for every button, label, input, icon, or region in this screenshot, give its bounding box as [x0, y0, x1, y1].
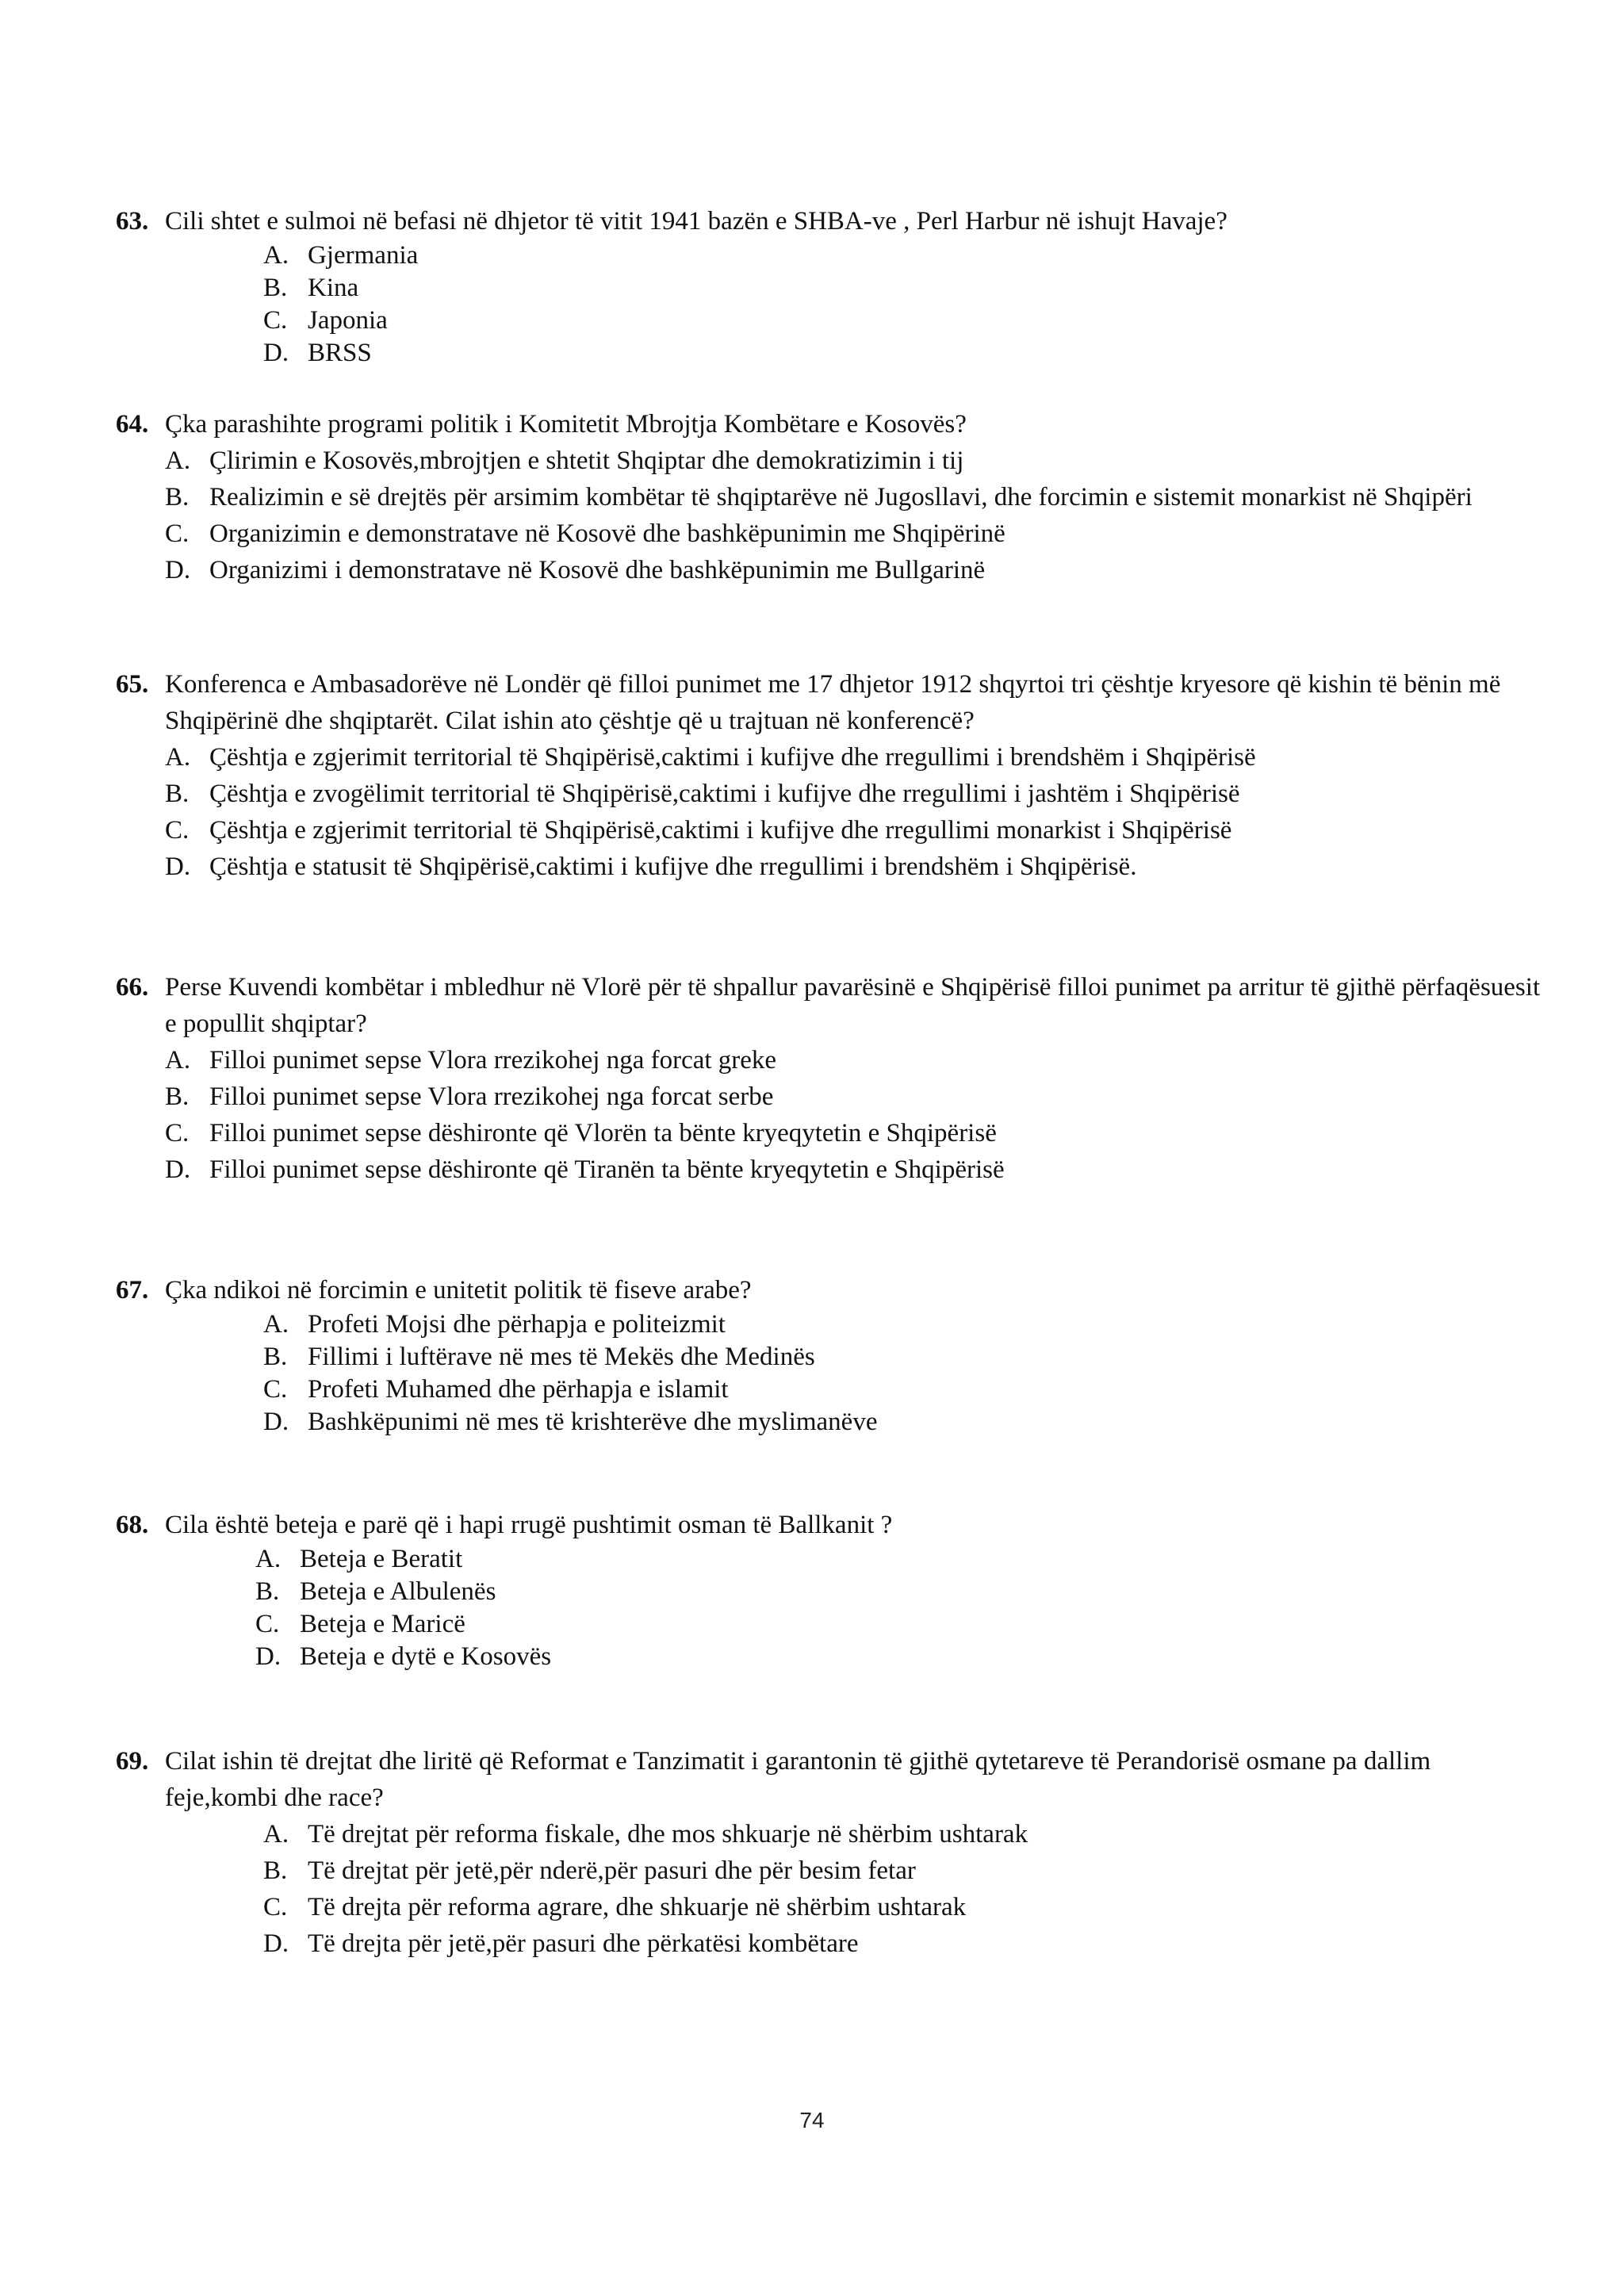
question-64 [116, 406, 1543, 588]
option-letter: D. [263, 339, 289, 367]
question-stem [116, 406, 1543, 442]
question-stem [116, 666, 1543, 739]
option-b [263, 272, 1543, 305]
option-letter: D. [255, 1642, 282, 1671]
option-a [263, 239, 1543, 272]
question-stem [116, 1507, 1543, 1543]
question-68 [116, 1507, 1543, 1673]
option-d [165, 849, 1543, 885]
option-c [165, 812, 1543, 849]
question-text: Perse Kuvendi kombëtar i mbledhur në Vlorë për të shpallur pavarësinë e Shqipërisë filloi punimet pa arritur të gjithë përfaqësuesit e popullit shqiptar? [165, 973, 1541, 1038]
option-c [263, 1373, 1543, 1406]
option-text: Çështja e zgjerimit territorial të Shqipërisë,caktimi i kufijve dhe rregullimi monarkist i Shqipërisë [209, 816, 1232, 845]
option-c [263, 1889, 1543, 1925]
option-letter: C. [165, 1119, 190, 1147]
option-a [165, 1042, 1543, 1078]
option-letter: A. [263, 1820, 289, 1849]
option-d [165, 1151, 1543, 1188]
question-number: 65. [116, 670, 149, 699]
option-letter: B. [263, 1856, 288, 1885]
option-b [165, 479, 1543, 515]
option-letter: D. [165, 1155, 191, 1184]
option-b [165, 776, 1543, 812]
option-c [263, 305, 1543, 337]
option-text: Profeti Muhamed dhe përhapja e islamit [308, 1375, 729, 1404]
option-d [263, 1925, 1543, 1962]
option-text: Çlirimin e Kosovës,mbrojtjen e shtetit Shqiptar dhe demokratizimin i tij [209, 446, 964, 475]
question-69 [116, 1743, 1543, 1962]
option-letter: B. [165, 780, 190, 808]
page-number: 74 [799, 2108, 825, 2132]
option-text: Të drejta për jetë,për pasuri dhe përkatësi kombëtare [308, 1929, 859, 1958]
option-text: Organizimin e demonstratave në Kosovë dhe bashkëpunimin me Shqipërinë [209, 519, 1005, 548]
option-text: Çështja e zvogëlimit territorial të Shqipërisë,caktimi i kufijve dhe rregullimi i jashtëm i Shqipërisë [209, 780, 1240, 808]
option-letter: B. [165, 483, 190, 511]
question-text: Cilat ishin të drejtat dhe liritë që Reformat e Tanzimatit i garantonin të gjithë qytetareve të Perandorisë osmane pa dallim feje,kombi dhe race? [165, 1747, 1431, 1812]
option-a [165, 739, 1543, 776]
option-text: Filloi punimet sepse dëshironte që Tiranën ta bënte kryeqytetin e Shqipërisë [209, 1155, 1005, 1184]
option-b [263, 1341, 1543, 1373]
option-letter: D. [165, 556, 191, 584]
option-letter: B. [263, 1343, 288, 1371]
answer-options [255, 1543, 1543, 1673]
option-letter: B. [165, 1082, 190, 1111]
answer-options [263, 1308, 1543, 1439]
question-65 [116, 666, 1543, 885]
answer-options [165, 442, 1543, 588]
option-a [263, 1816, 1543, 1852]
option-d [255, 1641, 1543, 1673]
option-b [165, 1078, 1543, 1115]
option-text: Filloi punimet sepse Vlora rrezikohej nga forcat greke [209, 1046, 777, 1075]
option-text: Realizimin e së drejtës për arsimim kombëtar të shqiptarëve në Jugosllavi, dhe forcimin e sistemit monarkist në Shqipëri [209, 483, 1473, 511]
question-text: Cili shtet e sulmoi në befasi në dhjetor të vitit 1941 bazën e SHBA-ve , Perl Harbur në ishujt Havaje? [165, 207, 1228, 236]
option-letter: A. [255, 1545, 282, 1573]
question-number: 67. [116, 1276, 149, 1304]
option-letter: A. [263, 241, 289, 270]
question-number: 69. [116, 1747, 149, 1776]
option-text: Gjermania [308, 241, 419, 270]
option-text: Të drejtat për reforma fiskale, dhe mos shkuarje në shërbim ushtarak [308, 1820, 1028, 1849]
answer-options [165, 1042, 1543, 1188]
answer-options [165, 739, 1543, 885]
option-letter: C. [165, 816, 190, 845]
question-stem [116, 1743, 1543, 1816]
option-c [165, 515, 1543, 552]
question-67 [116, 1272, 1543, 1439]
option-letter: A. [165, 743, 191, 772]
option-text: Bashkëpunimi në mes të krishterëve dhe myslimanëve [308, 1408, 878, 1436]
option-text: Beteja e Beratit [300, 1545, 463, 1573]
option-text: Japonia [308, 306, 388, 335]
option-c [165, 1115, 1543, 1151]
question-number: 64. [116, 410, 149, 439]
question-number: 66. [116, 973, 149, 1002]
answer-options [263, 239, 1543, 370]
option-text: Fillimi i luftërave në mes të Mekës dhe Medinës [308, 1343, 815, 1371]
option-letter: D. [263, 1929, 289, 1958]
question-stem [116, 969, 1543, 1042]
option-text: Të drejta për reforma agrare, dhe shkuarje në shërbim ushtarak [308, 1893, 967, 1921]
option-letter: A. [165, 446, 191, 475]
option-text: BRSS [308, 339, 372, 367]
option-letter: C. [165, 519, 190, 548]
option-b [263, 1852, 1543, 1889]
option-letter: C. [263, 306, 288, 335]
question-text: Cila është beteja e parë që i hapi rrugë pushtimit osman të Ballkanit ? [165, 1511, 893, 1539]
option-letter: C. [255, 1610, 280, 1638]
option-letter: A. [165, 1046, 191, 1075]
option-text: Kina [308, 274, 359, 302]
option-letter: C. [263, 1893, 288, 1921]
option-text: Organizimi i demonstratave në Kosovë dhe bashkëpunimin me Bullgarinë [209, 556, 986, 584]
option-text: Profeti Mojsi dhe përhapja e politeizmit [308, 1310, 726, 1339]
option-text: Çështja e statusit të Shqipërisë,caktimi i kufijve dhe rregullimi i brendshëm i Shqipërisë. [209, 852, 1137, 881]
option-text: Filloi punimet sepse Vlora rrezikohej nga forcat serbe [209, 1082, 774, 1111]
question-text: Çka ndikoi në forcimin e unitetit politik të fiseve arabe? [165, 1276, 752, 1304]
option-text: Beteja e dytë e Kosovës [300, 1642, 552, 1671]
option-d [165, 552, 1543, 588]
option-text: Të drejtat për jetë,për nderë,për pasuri dhe për besim fetar [308, 1856, 916, 1885]
option-letter: C. [263, 1375, 288, 1404]
option-a [165, 442, 1543, 479]
option-letter: D. [165, 852, 191, 881]
question-number: 68. [116, 1511, 149, 1539]
option-text: Beteja e Maricë [300, 1610, 465, 1638]
question-63 [116, 203, 1543, 370]
option-b [255, 1576, 1543, 1608]
question-number: 63. [116, 207, 149, 236]
question-text: Çka parashihte programi politik i Komitetit Mbrojtja Kombëtare e Kosovës? [165, 410, 967, 439]
option-letter: B. [263, 274, 288, 302]
option-letter: A. [263, 1310, 289, 1339]
question-stem [116, 1272, 1543, 1308]
option-d [263, 1406, 1543, 1439]
option-a [263, 1308, 1543, 1341]
option-text: Beteja e Albulenës [300, 1577, 496, 1606]
option-a [255, 1543, 1543, 1576]
option-d [263, 337, 1543, 370]
option-text: Çështja e zgjerimit territorial të Shqipërisë,caktimi i kufijve dhe rregullimi i brendshëm i Shqipërisë [209, 743, 1256, 772]
question-66 [116, 969, 1543, 1188]
option-letter: D. [263, 1408, 289, 1436]
answer-options [263, 1816, 1543, 1962]
option-c [255, 1608, 1543, 1641]
option-letter: B. [255, 1577, 280, 1606]
option-text: Filloi punimet sepse dëshironte që Vlorën ta bënte kryeqytetin e Shqipërisë [209, 1119, 997, 1147]
question-stem [116, 203, 1543, 239]
question-text: Konferenca e Ambasadorëve në Londër që filloi punimet me 17 dhjetor 1912 shqyrtoi tri çështje kryesore që kishin të bënin më Shqipërinë dhe shqiptarët. Cilat ishin ato çështje që u trajtuan në konferencë? [165, 670, 1501, 735]
